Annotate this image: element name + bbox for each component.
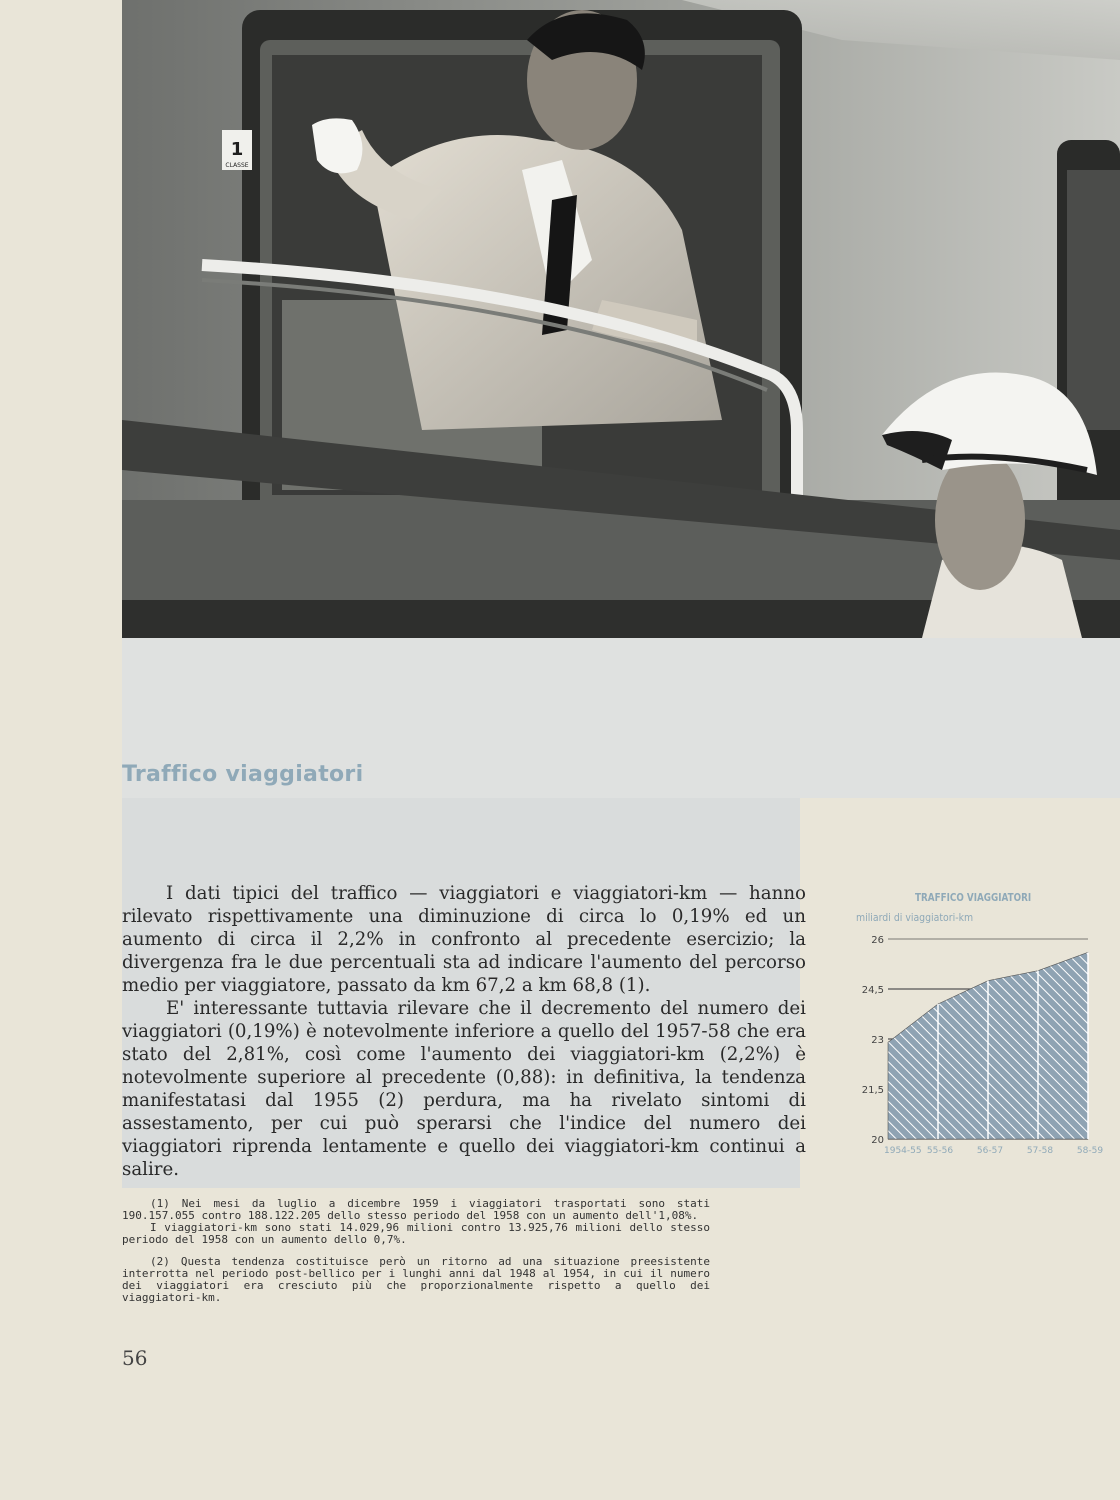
paragraph-2: E' interessante tuttavia rilevare che il decremento del numero dei viaggiatori (0,19%) è notevolmente inferiore a quello del 1957-58 che era stato del 2,81%, così come l'aumento dei viaggiatori-km (2,2%) è notevolmente superiore al precedente (0,88): in definitiva, la tendenza manifestatasi dal 1955 (2) perdura, ma ha rivelato sintomi di assestamento, per cui può sperarsi che l'indice del numero dei viaggiatori riprenda lentamente e quello dei viaggiatori-km continui a salire. [122, 998, 806, 1180]
footnote-2: (2) Questa tendenza costituisce però un ritorno ad una situazione preesistente interrotta nel periodo post-bellico per i lunghi anni dal 1948 al 1954, in cui il numero dei viaggiatori era cresciuto più che proporzionalmente rispetto a quello dei viaggiatori-km. [122, 1255, 710, 1304]
traffic-chart [840, 925, 1110, 1175]
page-number: 56 [122, 1346, 148, 1370]
car-number-label: 1 [230, 139, 244, 160]
x-tick-label: 1954-55 [884, 1146, 922, 1156]
x-tick-label: 58-59 [1076, 1146, 1104, 1156]
y-tick-label: 21,5 [861, 1085, 884, 1096]
x-tick-label: 55-56 [926, 1146, 954, 1156]
y-tick-label: 26 [871, 935, 884, 946]
footnote-1-continued: I viaggiatori-km sono stati 14.029,96 milioni contro 13.925,76 milioni dello stesso periodo del 1958 con un aumento dello 0,7%. [122, 1221, 710, 1246]
body-text [122, 882, 806, 1181]
car-class-label: CLASSE [225, 162, 249, 169]
y-tick-label: 24,5 [861, 985, 884, 996]
x-tick-label: 57-58 [1026, 1146, 1054, 1156]
x-tick-label: 56-57 [976, 1146, 1004, 1156]
y-tick-label: 20 [871, 1135, 884, 1146]
footnotes [122, 1198, 710, 1314]
train-photo-illustration [122, 0, 1120, 638]
paragraph-1: I dati tipici del traffico — viaggiatori e viaggiatori-km — hanno rilevato rispettivamente una diminuzione di circa lo 0,19% ed un aumento di circa il 2,2% in confronto al precedente esercizio; la divergenza fra le due percentuali sta ad indicare l'aumento del percorso medio per viaggiatore, passato da km 67,2 a km 68,8 (1). [122, 883, 806, 996]
footnote-1: (1) Nei mesi da luglio a dicembre 1959 i viaggiatori trasportati sono stati 190.157.055 contro 188.122.205 dello stesso periodo del 1958 con un aumento dell'1,08%. [122, 1197, 710, 1222]
chart-ylabel: miliardi di viaggiatori-km [856, 911, 974, 924]
chart-title: TRAFFICO VIAGGIATORI [915, 891, 1032, 904]
y-tick-label: 23 [871, 1035, 884, 1046]
section-title: Traffico viaggiatori [122, 762, 364, 787]
train-photo [122, 0, 1120, 638]
